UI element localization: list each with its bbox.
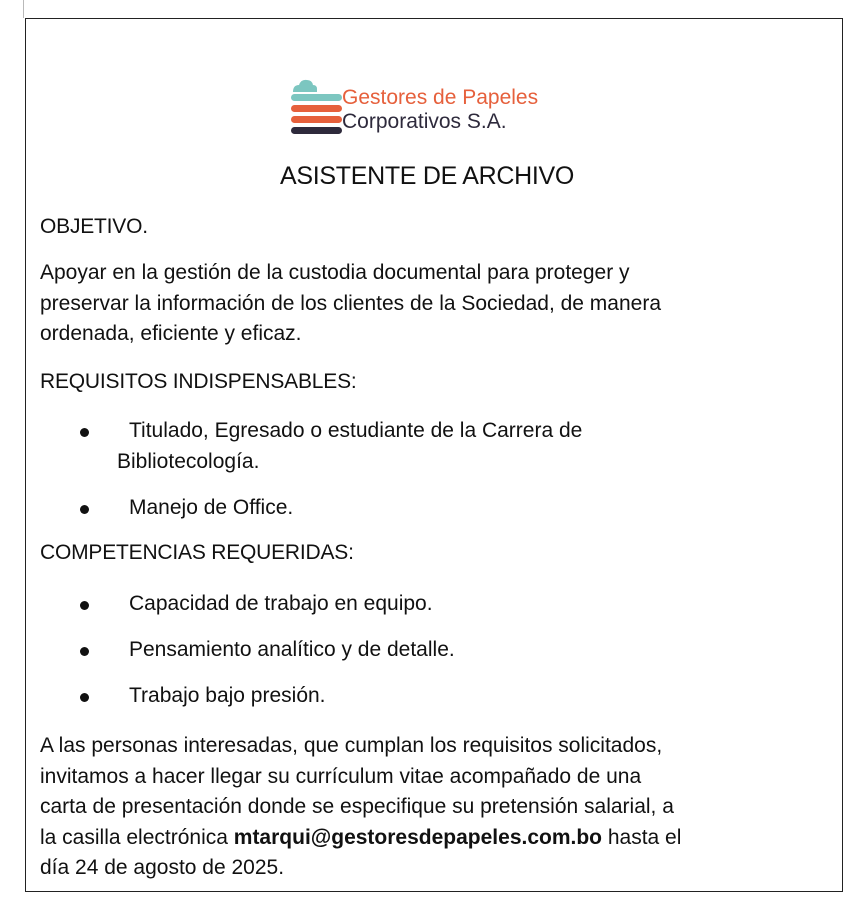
closing-text: hasta el (602, 825, 682, 849)
bullet-icon (80, 693, 89, 702)
closing-line: A las personas interesadas, que cumplan los requisitos solicitados, (40, 734, 663, 757)
closing-text: la casilla electrónica (40, 825, 234, 849)
closing-line-email (40, 823, 830, 854)
requisito-text-continuation: Bibliotecología. (117, 449, 260, 473)
objetivo-line: preservar la información de los clientes de la Sociedad, de manera (40, 291, 662, 315)
objetivo-paragraph (40, 258, 830, 350)
objetivo-line: ordenada, eficiente y eficaz. (40, 322, 302, 345)
competencia-text: Capacidad de trabajo en equipo. (129, 592, 433, 615)
bullet-icon (80, 428, 89, 437)
requisito-text: Manejo de Office. (129, 496, 294, 519)
logo-text-line1: Gestores de Papeles (342, 86, 539, 109)
closing-paragraph (40, 731, 830, 884)
contact-email[interactable]: mtarqui@gestoresdepapeles.com.bo (233, 825, 603, 849)
bullet-icon (80, 505, 89, 514)
closing-line: carta de presentación donde se especifique su pretensión salarial, a (40, 795, 674, 818)
competencia-text: Pensamiento analítico y de detalle. (129, 638, 455, 661)
closing-line: día 24 de agosto de 2025. (40, 856, 285, 879)
requisitos-heading: REQUISITOS INDISPENSABLES: (40, 370, 357, 393)
closing-line: invitamos a hacer llegar su currículum vitae acompañado de una (40, 764, 642, 788)
requisito-text: Titulado, Egresado o estudiante de la Carrera de (129, 419, 583, 442)
company-logo (290, 76, 590, 138)
bullet-icon (80, 601, 89, 610)
objetivo-line: Apoyar en la gestión de la custodia documental para proteger y (40, 261, 630, 284)
objetivo-heading: OBJETIVO. (40, 215, 148, 238)
competencia-text: Trabajo bajo presión. (129, 684, 326, 707)
page-title: ASISTENTE DE ARCHIVO (279, 162, 575, 190)
stacked-papers-cloud-icon (290, 76, 342, 136)
bullet-icon (80, 647, 89, 656)
logo-text-line2: Corporativos S.A. (342, 110, 507, 133)
page-corner-mark (23, 0, 24, 18)
competencias-heading: COMPETENCIAS REQUERIDAS: (40, 541, 354, 564)
